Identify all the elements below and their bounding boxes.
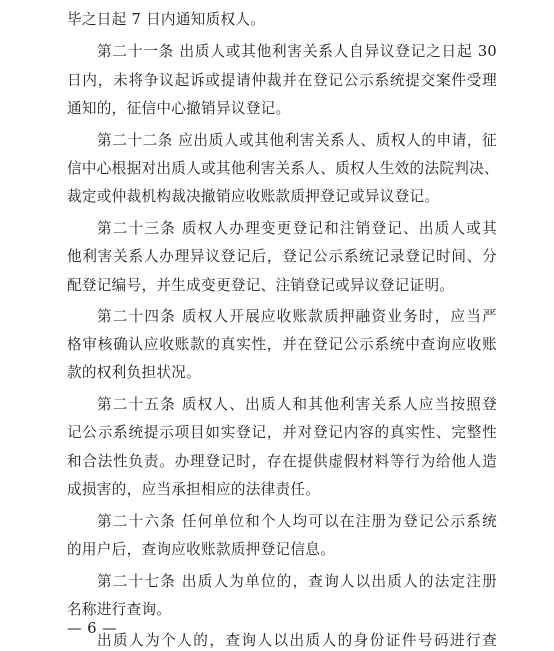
article-21-line-1: 第二十一条 出质人或其他利害关系人自异议登记之日起 30 xyxy=(97,43,497,60)
paragraph-line: 出质人为个人的，查询人以出质人的身份证件号码进行查 xyxy=(97,632,497,649)
text-line: 配登记编号，并生成变更登记、注销登记或异议登记证明。 xyxy=(67,277,455,294)
text-line: 通知的，征信中心撤销异议登记。 xyxy=(67,100,291,117)
text-line: 记公示系统提示项目如实登记，并对登记内容的真实性、完整性 xyxy=(67,424,497,441)
article-24-line-1: 第二十四条 质权人开展应收账款质押融资业务时，应当严 xyxy=(97,308,497,325)
article-25-line-1: 第二十五条 质权人、出质人和其他利害关系人应当按照登 xyxy=(97,396,497,413)
text-line: 毕之日起 7 日内通知质权人。 xyxy=(67,11,266,28)
article-22-line-1: 第二十二条 应出质人或其他利害关系人、质权人的申请，征 xyxy=(97,132,497,149)
text-line: 信中心根据对出质人或其他利害关系人、质权人生效的法院判决、 xyxy=(67,160,499,177)
article-23-line-1: 第二十三条 质权人办理变更登记和注销登记、出质人或其 xyxy=(97,220,497,237)
text-line: 的用户后，查询应收账款质押登记信息。 xyxy=(67,541,336,558)
text-line: 和合法性负责。办理登记时，存在提供虚假材料等行为给他人造 xyxy=(67,453,497,470)
article-26-line-1: 第二十六条 任何单位和个人均可以在注册为登记公示系统 xyxy=(97,513,497,530)
text-line: 款的权利负担状况。 xyxy=(67,364,202,381)
text-line: 裁定或仲裁机构裁决撤销应收账款质押登记或异议登记。 xyxy=(67,188,440,205)
text-line: 名称进行查询。 xyxy=(67,601,172,618)
text-line: 成损害的，应当承担相应的法律责任。 xyxy=(67,481,321,498)
text-line: 日内，未将争议起诉或提请仲裁并在登记公示系统提交案件受理 xyxy=(67,72,497,89)
text-line: 他利害关系人办理异议登记后，登记公示系统记录登记时间、分 xyxy=(67,248,497,265)
article-27-line-1: 第二十七条 出质人为单位的，查询人以出质人的法定注册 xyxy=(97,573,497,590)
page-number: — 6 — xyxy=(67,620,118,637)
text-line: 格审核确认应收账款的真实性，并在登记公示系统中查询应收账 xyxy=(67,336,497,353)
